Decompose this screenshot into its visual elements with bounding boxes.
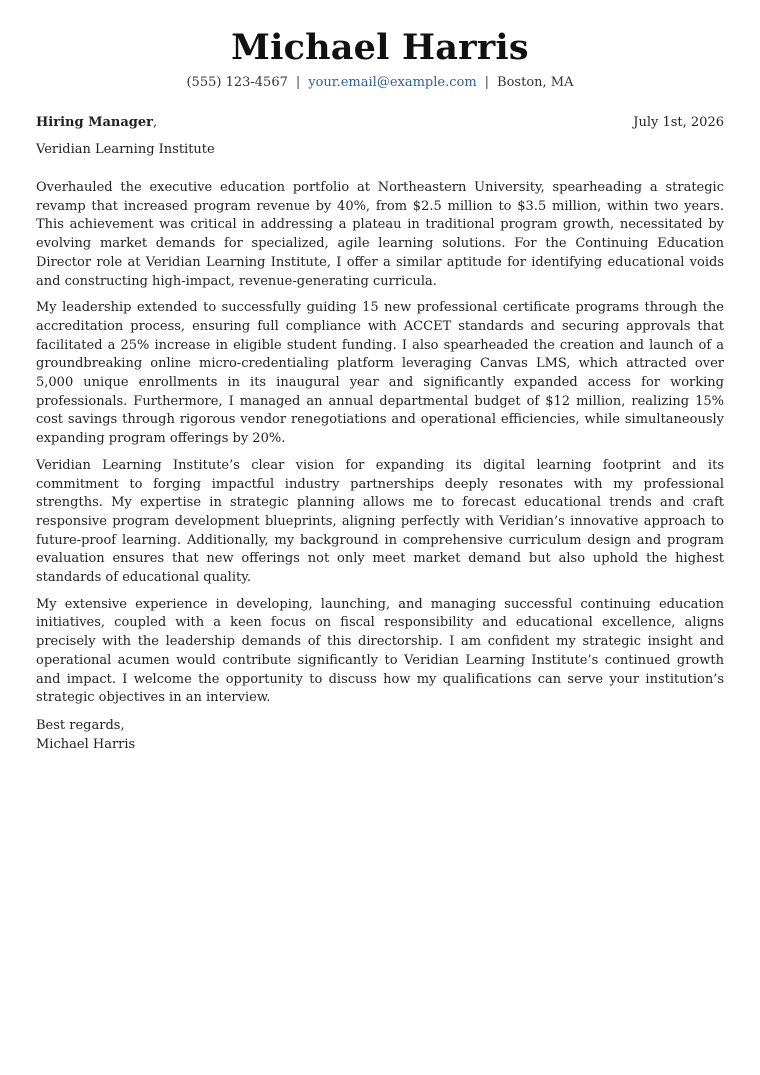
body-paragraph: My extensive experience in developing, launching, and managing successful continuing education initiatives, coupled with a keen focus on fiscal responsibility and educational excellence, aligns precisely with the leadership demands of this directorship. I am confident my strategic insight and operational acumen would contribute significantly to Veridian Learning Institute’s continued growth and impact. I welcome the opportunity to discuss how my qualifications can serve your institution’s strategic objectives in an interview.	[36, 596, 724, 706]
email-link[interactable]: your.email@example.com	[308, 75, 477, 90]
recipient-date-row	[36, 114, 724, 132]
contact-separator: |	[484, 75, 490, 90]
recipient-suffix: ,	[152, 115, 158, 130]
letter-body	[36, 179, 724, 708]
applicant-name: Michael Harris	[231, 27, 529, 68]
phone-number: (555) 123-4567	[186, 75, 288, 90]
body-paragraph: Overhauled the executive education portfolio at Northeastern University, spearheading a strategic revamp that increased program revenue by 40%, from $2.5 million to $3.5 million, within two years. This achievement was critical in addressing a plateau in traditional program growth, necessitated by evolving market demands for specialized, agile learning solutions. For the Continuing Education Director role at Veridian Learning Institute, I offer a similar aptitude for identifying educational voids and constructing high-impact, revenue-generating curricula.	[36, 180, 724, 289]
location: Boston, MA	[497, 75, 574, 90]
contact-separator: |	[295, 75, 301, 90]
recipient-greeting	[36, 114, 157, 132]
contact-line	[36, 74, 724, 92]
closing-salutation: Best regards,	[36, 717, 125, 733]
letter-closing	[36, 716, 724, 754]
body-paragraph: Veridian Learning Institute’s clear vision for expanding its digital learning footprint and its commitment to forging impactful industry partnerships deeply resonates with my professional strengths. My expertise in strategic planning allows me to forecast educational trends and craft responsive program development blueprints, aligning perfectly with Veridian’s innovative approach to future-proof learning. Additionally, my background in comprehensive curriculum design and program evaluation ensures that new offerings not only meet market demand but also uphold the highest standards of educational quality.	[36, 457, 724, 586]
body-paragraph: My leadership extended to successfully guiding 15 new professional certificate programs through the accreditation process, ensuring full compliance with ACCET standards and securing approvals that facilitated a 25% increase in eligible student funding. I also spearheaded the creation and launch of a groundbreaking online micro-credentialing platform leveraging Canvas LMS, which attracted over 5,000 unique enrollments in its inaugural year and significantly expanded access for working professionals. Furthermore, I managed an annual departmental budget of $12 million, realizing 15% cost savings through rigorous vendor renegotiations and operational efficiencies, while simultaneously expanding program offerings by 20%.	[36, 300, 724, 447]
recipient-name: Hiring Manager	[36, 115, 153, 130]
letter-date: July 1st, 2026	[633, 115, 724, 130]
recipient-organization: Veridian Learning Institute	[36, 142, 215, 157]
closing-signature: Michael Harris	[36, 736, 136, 752]
